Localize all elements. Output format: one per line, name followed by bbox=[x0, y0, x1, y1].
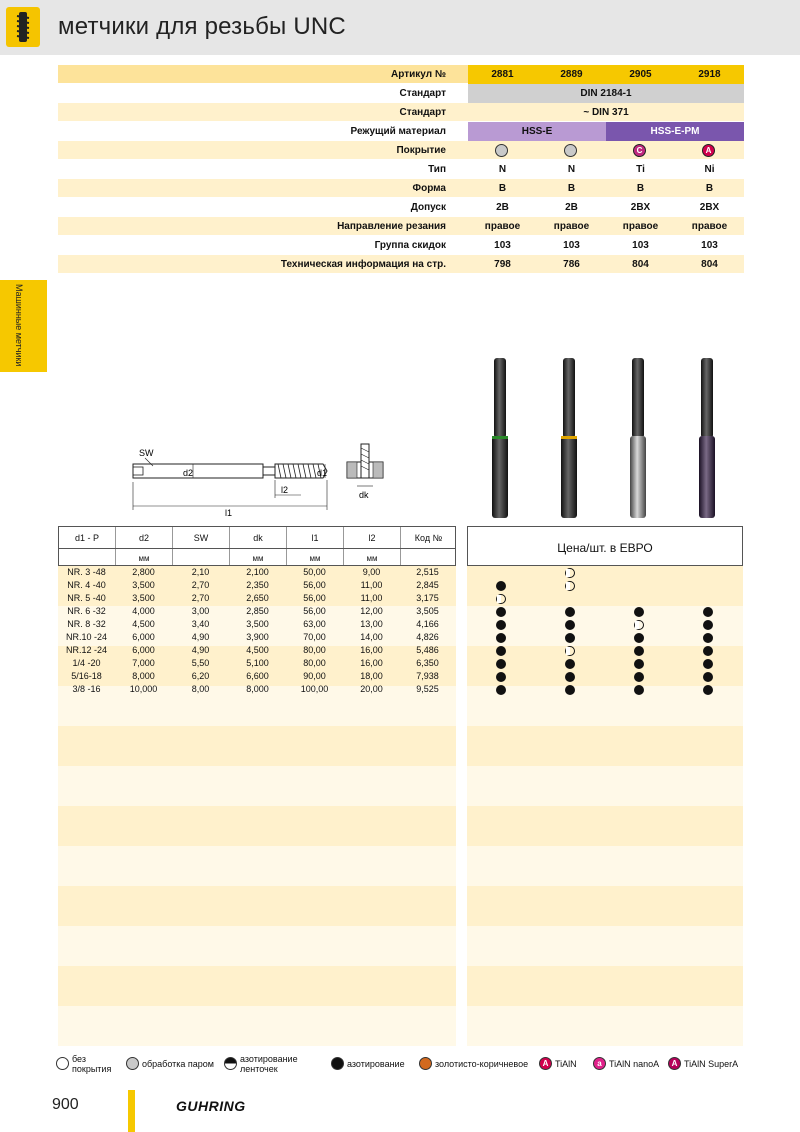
legend-label: TiAlN SuperA bbox=[684, 1059, 739, 1069]
legend-steam bbox=[126, 1054, 221, 1074]
article-number[interactable]: 2889 bbox=[560, 69, 583, 80]
availability-dot[interactable] bbox=[634, 607, 644, 617]
table-cell: 56,00 bbox=[303, 606, 326, 616]
techpage-link[interactable]: 786 bbox=[563, 259, 580, 270]
table-cell: NR. 3 -48 bbox=[67, 567, 106, 577]
table-cell: 4,826 bbox=[416, 632, 439, 642]
legend-nitriding bbox=[331, 1054, 415, 1074]
table-cell: NR. 5 -40 bbox=[67, 593, 106, 603]
tap-drawing bbox=[125, 440, 395, 525]
table-cell: NR. 8 -32 bbox=[67, 619, 106, 629]
spec-row-standard2 bbox=[58, 103, 744, 122]
spec-label: Форма bbox=[412, 183, 446, 194]
table-cell: NR. 6 -32 bbox=[67, 606, 106, 616]
row-band bbox=[467, 926, 743, 966]
row-band bbox=[58, 806, 456, 846]
availability-dot[interactable] bbox=[634, 685, 644, 695]
legend-gold bbox=[419, 1054, 539, 1074]
table-cell: 56,00 bbox=[303, 593, 326, 603]
row-band bbox=[467, 566, 743, 606]
legend-nitr-strip bbox=[224, 1054, 334, 1074]
tool-2905-image bbox=[630, 358, 646, 518]
discount-value: 103 bbox=[563, 240, 580, 251]
page-title: метчики для резьбы UNC bbox=[58, 13, 346, 40]
legend-label: покрытия bbox=[72, 1064, 112, 1074]
availability-dot[interactable] bbox=[496, 672, 506, 682]
col-header: l1 bbox=[311, 533, 319, 543]
table-cell: 56,00 bbox=[303, 580, 326, 590]
spec-label: Группа скидок bbox=[374, 240, 446, 251]
table-cell: 4,500 bbox=[132, 619, 155, 629]
tolerance-value: 2BX bbox=[630, 202, 651, 213]
form-value: B bbox=[498, 183, 507, 194]
row-band bbox=[467, 726, 743, 766]
table-cell: 9,00 bbox=[362, 567, 381, 577]
side-tab-label: Машинные метчики bbox=[14, 284, 24, 367]
table-cell: 3,500 bbox=[132, 593, 155, 603]
availability-dot[interactable] bbox=[703, 620, 713, 630]
availability-partial-dot[interactable] bbox=[565, 646, 575, 656]
table-cell: 6,000 bbox=[132, 632, 155, 642]
dimension-table bbox=[58, 526, 456, 696]
table-cell: NR. 4 -40 bbox=[67, 580, 106, 590]
table-cell: 2,850 bbox=[246, 606, 269, 616]
techpage-link[interactable]: 804 bbox=[701, 259, 718, 270]
row-band bbox=[58, 886, 456, 926]
table-row[interactable] bbox=[58, 670, 456, 683]
table-cell: 18,00 bbox=[360, 671, 383, 681]
direction-value: правое bbox=[622, 221, 659, 232]
table-row[interactable] bbox=[58, 618, 456, 631]
table-cell: 90,00 bbox=[303, 671, 326, 681]
row-band bbox=[58, 846, 456, 886]
availability-dot[interactable] bbox=[703, 646, 713, 656]
legend-label: ленточек bbox=[240, 1064, 278, 1074]
type-value: N bbox=[498, 164, 507, 175]
table-row[interactable] bbox=[58, 605, 456, 618]
row-band bbox=[467, 646, 743, 686]
tolerance-value: 2B bbox=[565, 202, 578, 213]
tool-2918-image bbox=[699, 358, 715, 518]
table-cell: 5,486 bbox=[416, 645, 439, 655]
table-cell: 6,000 bbox=[132, 645, 155, 655]
table-cell: 16,00 bbox=[360, 658, 383, 668]
label-l2: l2 bbox=[281, 485, 289, 495]
table-cell: 10,000 bbox=[129, 684, 158, 694]
standard-value: DIN 2184-1 bbox=[580, 88, 632, 99]
table-cell: 80,00 bbox=[303, 658, 326, 668]
table-cell: 20,00 bbox=[360, 684, 383, 694]
tool-photos bbox=[470, 352, 740, 529]
legend-label: азотирование bbox=[347, 1059, 405, 1069]
availability-dot[interactable] bbox=[565, 659, 575, 669]
spec-label: Стандарт bbox=[399, 88, 446, 99]
availability-dot[interactable] bbox=[703, 672, 713, 682]
techpage-link[interactable]: 804 bbox=[632, 259, 649, 270]
table-cell: 3,505 bbox=[416, 606, 439, 616]
availability-dot[interactable] bbox=[496, 646, 506, 656]
availability-dot[interactable] bbox=[565, 620, 575, 630]
availability-dot[interactable] bbox=[496, 607, 506, 617]
table-cell: 63,00 bbox=[303, 619, 326, 629]
table-cell: 3,00 bbox=[191, 606, 210, 616]
availability-dot[interactable] bbox=[634, 672, 644, 682]
spec-row-techpage bbox=[58, 255, 744, 274]
gold-brown-icon bbox=[419, 1057, 432, 1070]
col-header: Код № bbox=[414, 533, 443, 543]
table-cell: 6,20 bbox=[191, 671, 210, 681]
table-cell: 70,00 bbox=[303, 632, 326, 642]
tool-2889-image bbox=[561, 358, 577, 518]
techpage-link[interactable]: 798 bbox=[494, 259, 511, 270]
table-cell: 2,515 bbox=[416, 567, 439, 577]
availability-dot[interactable] bbox=[703, 685, 713, 695]
footer-bar bbox=[128, 1090, 135, 1132]
availability-dot[interactable] bbox=[496, 659, 506, 669]
col-header: l2 bbox=[368, 533, 376, 543]
table-cell: 2,350 bbox=[246, 580, 269, 590]
col-header: d2 bbox=[138, 533, 149, 543]
legend-tialn-nano bbox=[593, 1054, 668, 1074]
form-value: B bbox=[636, 183, 645, 194]
col-unit: мм bbox=[138, 554, 150, 563]
legend-uncoated bbox=[56, 1054, 126, 1074]
label-d2: d2 bbox=[183, 468, 194, 478]
table-cell: 8,000 bbox=[246, 684, 269, 694]
row-band bbox=[467, 846, 743, 886]
row-band bbox=[58, 726, 456, 766]
tap-icon bbox=[6, 7, 40, 47]
availability-dot[interactable] bbox=[634, 633, 644, 643]
table-cell: 6,350 bbox=[416, 658, 439, 668]
table-cell: 6,600 bbox=[246, 671, 269, 681]
spec-label: Направление резания bbox=[337, 221, 446, 232]
availability-dot[interactable] bbox=[565, 672, 575, 682]
table-cell: 4,90 bbox=[191, 645, 210, 655]
tialn-super-icon: A bbox=[668, 1057, 681, 1070]
table-cell: 3,900 bbox=[246, 632, 269, 642]
legend-label: азотирование bbox=[240, 1054, 298, 1064]
table-cell: 100,00 bbox=[300, 684, 329, 694]
availability-dot[interactable] bbox=[634, 646, 644, 656]
material-hss-e: HSS-E bbox=[468, 122, 606, 141]
table-cell: 5/16-18 bbox=[71, 671, 102, 681]
label-d1: d1 bbox=[317, 468, 328, 478]
form-value: B bbox=[705, 183, 714, 194]
table-cell: NR.10 -24 bbox=[65, 632, 108, 642]
availability-dot[interactable] bbox=[565, 607, 575, 617]
availability-dot[interactable] bbox=[565, 685, 575, 695]
nitriding-icon bbox=[331, 1057, 344, 1070]
legend-label: TiAlN bbox=[555, 1059, 577, 1069]
spec-table bbox=[58, 65, 744, 274]
legend-label: золотисто-коричневое bbox=[435, 1059, 529, 1069]
legend-label: без bbox=[72, 1054, 86, 1064]
spec-row-material bbox=[58, 122, 744, 141]
table-cell: 2,70 bbox=[191, 593, 210, 603]
spec-label: Стандарт bbox=[399, 107, 446, 118]
table-row[interactable] bbox=[58, 592, 456, 605]
availability-dot[interactable] bbox=[496, 581, 506, 591]
coating-tialn-icon: A bbox=[702, 144, 715, 157]
legend-label: TiAlN nanoA bbox=[609, 1059, 660, 1069]
table-cell: 7,938 bbox=[416, 671, 439, 681]
type-value: Ni bbox=[704, 164, 715, 175]
coating-steam-icon bbox=[564, 144, 577, 157]
table-cell: 4,500 bbox=[246, 645, 269, 655]
table-cell: 11,00 bbox=[360, 580, 383, 590]
price-header-label: Цена/шт. в ЕВРО bbox=[557, 541, 653, 555]
direction-value: правое bbox=[553, 221, 590, 232]
page-number: 900 bbox=[52, 1096, 79, 1113]
spec-row-direction bbox=[58, 217, 744, 236]
coating-steam-icon bbox=[495, 144, 508, 157]
col-unit: мм bbox=[309, 554, 321, 563]
availability-partial-dot[interactable] bbox=[565, 581, 575, 591]
steam-icon bbox=[126, 1057, 139, 1070]
table-cell: NR.12 -24 bbox=[65, 645, 108, 655]
side-tab[interactable] bbox=[0, 280, 47, 372]
article-number[interactable]: 2881 bbox=[491, 69, 514, 80]
spec-row-tolerance bbox=[58, 198, 744, 217]
table-cell: 7,000 bbox=[132, 658, 155, 668]
material-hss-e-pm: HSS-E-PM bbox=[606, 122, 744, 141]
table-row[interactable] bbox=[58, 683, 456, 696]
spec-label: Допуск bbox=[410, 202, 446, 213]
table-row[interactable] bbox=[58, 631, 456, 644]
type-value: Ti bbox=[636, 164, 645, 175]
coating-tin-icon: C bbox=[633, 144, 646, 157]
table-units bbox=[58, 548, 456, 566]
table-cell: 3/8 -16 bbox=[72, 684, 101, 694]
spec-label: Артикул № bbox=[391, 69, 446, 80]
table-cell: 2,800 bbox=[132, 567, 155, 577]
tolerance-value: 2B bbox=[496, 202, 509, 213]
row-band bbox=[58, 1006, 456, 1046]
table-cell: 2,70 bbox=[191, 580, 210, 590]
label-l1: l1 bbox=[225, 508, 233, 518]
row-band bbox=[467, 1006, 743, 1046]
table-cell: 1/4 -20 bbox=[72, 658, 101, 668]
direction-value: правое bbox=[691, 221, 728, 232]
row-band bbox=[467, 766, 743, 806]
legend bbox=[56, 1054, 746, 1074]
table-cell: 2,845 bbox=[416, 580, 439, 590]
col-unit: мм bbox=[252, 554, 264, 563]
availability-dot[interactable] bbox=[565, 633, 575, 643]
availability-dot[interactable] bbox=[703, 607, 713, 617]
availability-dot[interactable] bbox=[703, 633, 713, 643]
tialn-icon: A bbox=[539, 1057, 552, 1070]
availability-dot[interactable] bbox=[496, 633, 506, 643]
table-cell: 2,10 bbox=[191, 567, 210, 577]
page-header bbox=[0, 0, 800, 55]
availability-dot[interactable] bbox=[634, 659, 644, 669]
table-cell: 11,00 bbox=[360, 593, 383, 603]
row-band bbox=[58, 966, 456, 1006]
spec-row-form bbox=[58, 179, 744, 198]
spec-row-article bbox=[58, 65, 744, 84]
row-band bbox=[58, 766, 456, 806]
discount-value: 103 bbox=[632, 240, 649, 251]
row-band bbox=[467, 966, 743, 1006]
row-band bbox=[467, 606, 743, 646]
table-cell: 12,00 bbox=[360, 606, 383, 616]
col-unit: мм bbox=[366, 554, 378, 563]
table-row[interactable] bbox=[58, 579, 456, 592]
table-cell: 4,166 bbox=[416, 619, 439, 629]
price-header bbox=[467, 526, 743, 566]
legend-tialn bbox=[539, 1054, 591, 1074]
availability-dot[interactable] bbox=[496, 620, 506, 630]
table-cell: 8,00 bbox=[191, 684, 210, 694]
row-band bbox=[467, 686, 743, 726]
table-body bbox=[58, 566, 456, 696]
col-header: SW bbox=[193, 533, 209, 543]
form-value: B bbox=[567, 183, 576, 194]
availability-dot[interactable] bbox=[496, 685, 506, 695]
table-cell: 5,100 bbox=[246, 658, 269, 668]
table-cell: 50,00 bbox=[303, 567, 326, 577]
availability-dot[interactable] bbox=[703, 659, 713, 669]
row-band bbox=[467, 806, 743, 846]
spec-row-discount bbox=[58, 236, 744, 255]
spec-label: Покрытие bbox=[396, 145, 446, 156]
legend-tialn-super bbox=[668, 1054, 746, 1074]
uncoated-icon bbox=[56, 1057, 69, 1070]
row-band bbox=[58, 926, 456, 966]
table-row[interactable] bbox=[58, 657, 456, 670]
table-cell: 2,100 bbox=[246, 567, 269, 577]
table-row[interactable] bbox=[58, 644, 456, 657]
spec-label: Техническая информация на стр. bbox=[280, 259, 446, 270]
spec-row-coating bbox=[58, 141, 744, 160]
table-cell: 9,525 bbox=[416, 684, 439, 694]
availability-partial-dot[interactable] bbox=[565, 568, 575, 578]
table-cell: 3,175 bbox=[416, 593, 439, 603]
table-cell: 3,500 bbox=[132, 580, 155, 590]
table-cell: 80,00 bbox=[303, 645, 326, 655]
table-cell: 4,90 bbox=[191, 632, 210, 642]
table-cell: 16,00 bbox=[360, 645, 383, 655]
spec-row-type bbox=[58, 160, 744, 179]
row-band bbox=[467, 886, 743, 926]
col-header: d1 - P bbox=[74, 533, 99, 543]
type-value: N bbox=[567, 164, 576, 175]
table-cell: 2,650 bbox=[246, 593, 269, 603]
availability-partial-dot[interactable] bbox=[496, 594, 506, 604]
direction-value: правое bbox=[484, 221, 521, 232]
table-cell: 14,00 bbox=[360, 632, 383, 642]
nitriding-strip-icon bbox=[224, 1057, 237, 1070]
availability-partial-dot[interactable] bbox=[634, 620, 644, 630]
table-cell: 13,00 bbox=[360, 619, 383, 629]
tolerance-value: 2BX bbox=[699, 202, 720, 213]
table-cell: 4,000 bbox=[132, 606, 155, 616]
col-header: dk bbox=[253, 533, 263, 543]
label-dk: dk bbox=[359, 490, 369, 500]
article-number[interactable]: 2918 bbox=[698, 69, 721, 80]
table-cell: 3,500 bbox=[246, 619, 269, 629]
spec-label: Тип bbox=[428, 164, 446, 175]
discount-value: 103 bbox=[701, 240, 718, 251]
standard-value: ~ DIN 371 bbox=[583, 107, 629, 118]
spec-label: Режущий материал bbox=[350, 126, 446, 137]
table-header bbox=[58, 526, 456, 548]
table-row[interactable] bbox=[58, 566, 456, 579]
discount-value: 103 bbox=[494, 240, 511, 251]
article-number[interactable]: 2905 bbox=[629, 69, 652, 80]
table-cell: 3,40 bbox=[191, 619, 210, 629]
spec-row-standard1 bbox=[58, 84, 744, 103]
label-sw: SW bbox=[139, 448, 154, 458]
table-cell: 8,000 bbox=[132, 671, 155, 681]
table-cell: 5,50 bbox=[191, 658, 210, 668]
brand-logo: GUHRING bbox=[176, 1098, 246, 1114]
tialn-nano-icon: a bbox=[593, 1057, 606, 1070]
legend-label: обработка паром bbox=[142, 1059, 214, 1069]
tool-2881-image bbox=[492, 358, 508, 518]
